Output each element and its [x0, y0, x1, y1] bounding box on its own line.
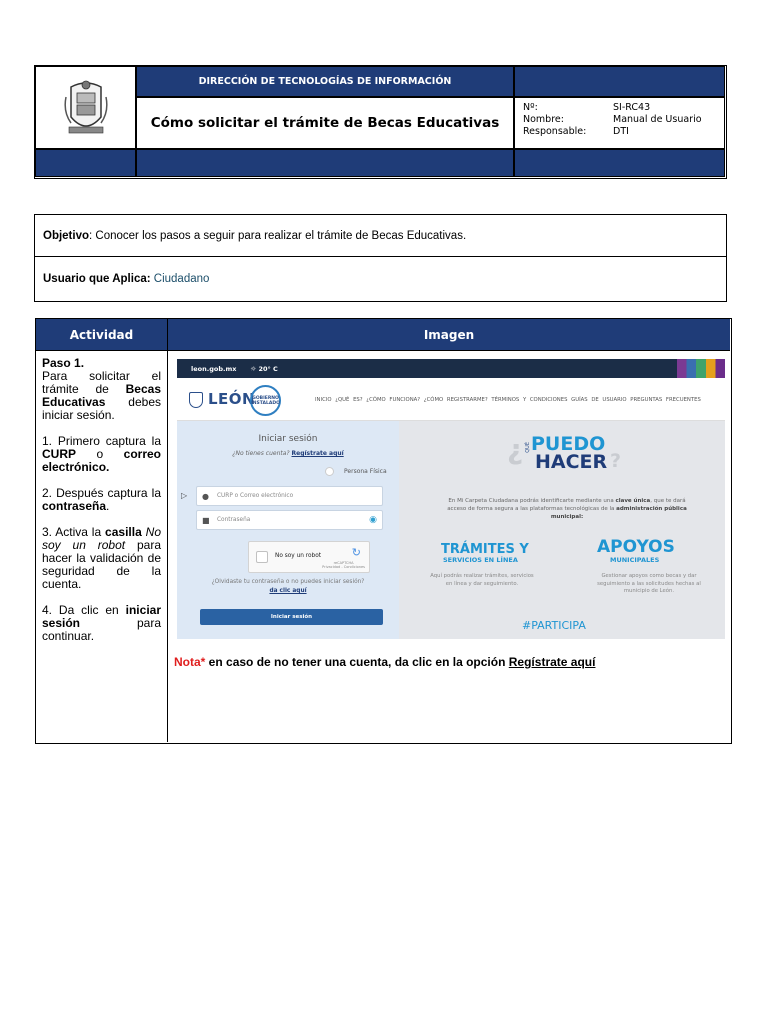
document-header: [34, 65, 727, 179]
lock-icon: ■: [202, 516, 210, 525]
department-name: DIRECCIÓN DE TECNOLOGÍAS DE INFORMACIÓN: [136, 66, 514, 97]
register-link: Regístrate aquí: [291, 450, 344, 457]
curp-email-field: ● CURP o Correo electrónico: [196, 486, 383, 506]
header-footer-band: [136, 149, 514, 177]
servicios-subheading: SERVICIOS EN LÍNEA: [443, 556, 518, 564]
login-panel: [177, 421, 399, 639]
step-intro: Paso 1. Para solicitar el trámite de Becas Educativas debes iniciar sesión.: [42, 356, 161, 422]
eye-icon: ◉: [369, 515, 377, 525]
site-navbar: [177, 378, 725, 421]
header-footer-band: [35, 149, 136, 177]
site-brand: LEÓN: [208, 390, 256, 408]
login-button: Iniciar sesión: [200, 609, 383, 625]
apoyos-description: Gestionar apoyos como becas y dar seguimiento a las solicitudes hechas al municipio de León.: [597, 573, 701, 594]
user-icon: ●: [202, 492, 209, 501]
login-page-screenshot: [177, 359, 725, 639]
forgot-link: da clic aquí: [269, 588, 307, 594]
login-title: Iniciar sesión: [258, 434, 318, 444]
activity-column-header: Actividad: [36, 319, 168, 350]
info-panel: [399, 421, 725, 639]
gobierno-badge: GOBIERNO INSTALADO: [250, 385, 281, 416]
step-1: 1. Primero captura la CURP o correo electrónico.: [42, 434, 161, 474]
meta-responsible: Responsable: DTI: [523, 126, 629, 137]
header-band: [514, 66, 725, 97]
recaptcha-checkbox: [256, 551, 268, 563]
pointer-cursor-icon: ▷: [181, 491, 188, 500]
note-link: Regístrate aquí: [508, 655, 596, 669]
coat-of-arms-logo: [35, 66, 136, 149]
user-row: Usuario que Aplica: Ciudadano: [43, 272, 210, 285]
tramites-heading: TRÁMITES Y: [441, 542, 529, 557]
recaptcha-terms: reCAPTCHA Privacidad - Condiciones: [322, 561, 365, 569]
brand-stripe: [677, 359, 725, 378]
site-topbar: [177, 359, 725, 378]
apoyos-heading: APOYOS: [597, 537, 675, 557]
recaptcha-label: No soy un robot: [275, 553, 322, 559]
person-type-label: Persona Física: [344, 468, 387, 475]
question-mark-close: ?: [610, 450, 622, 472]
info-intro: En Mi Carpeta Ciudadana podrás identificarte mediante una clave única, que te dará acceso de forma segura a las plataformas tecnológicas de la administración pública municipal:: [447, 498, 687, 520]
step-3: 3. Activa la casilla No soy un robot para hacer la validación de seguridad de la cuenta.: [42, 525, 161, 591]
password-field: ■ Contraseña ◉: [196, 510, 383, 530]
step-instructions: [36, 350, 168, 742]
image-cell: [168, 350, 730, 742]
forgot-password: ¿Olvidaste tu contraseña o no puedes iniciar sesión? da clic aquí: [211, 579, 365, 594]
activity-table: [35, 318, 732, 744]
objective-table: [34, 214, 727, 302]
site-nav-links: INICIO ¿QUÉ ES? ¿CÓMO FUNCIONA? ¿CÓMO REGISTRARME? TÉRMINOS Y CONDICIONES GUÍAS DE USUARIO PREGUNTAS FRECUENTES: [315, 397, 701, 403]
image-column-header: Imagen: [168, 319, 730, 350]
meta-name: Nombre: Manual de Usuario: [523, 114, 702, 125]
step-4: 4. Da clic en iniciar sesión para continuar.: [42, 603, 161, 643]
municipales-subheading: MUNICIPALES: [610, 556, 660, 564]
que-label: QUÉ: [525, 442, 531, 453]
user-value: Ciudadano: [153, 272, 210, 285]
register-note: Nota* en caso de no tener una cuenta, da clic en la opción Regístrate aquí: [174, 655, 596, 669]
meta-number: Nº: SI-RC43: [523, 102, 651, 113]
shield-icon: [189, 392, 203, 408]
note-label: Nota*: [174, 655, 206, 669]
hacer-heading: HACER: [535, 451, 608, 473]
coat-of-arms-icon: [63, 77, 109, 139]
step-2: 2. Después captura la contraseña.: [42, 486, 161, 513]
tramites-description: Aquí podrás realizar trámites, servicios en línea y dar seguimiento.: [430, 573, 534, 587]
site-domain: leon.gob.mx: [191, 364, 237, 373]
document-title: Cómo solicitar el trámite de Becas Educativas: [136, 97, 514, 149]
register-prompt: ¿No tienes cuenta? Regístrate aquí: [232, 450, 344, 457]
weather-icon: ☼: [250, 364, 257, 373]
person-type-radio: [325, 467, 334, 476]
recaptcha-icon: ↻: [351, 546, 361, 559]
puedo-heading: PUEDO: [531, 433, 606, 455]
participa-hashtag: #PARTICIPA: [522, 619, 586, 632]
document-meta: [514, 97, 725, 149]
header-footer-band: [514, 149, 725, 177]
objective-row: Objetivo: Conocer los pasos a seguir para realizar el trámite de Becas Educativas.: [35, 215, 726, 257]
question-mark-open: ¿: [507, 433, 524, 466]
weather: ☼ 20° C: [250, 364, 278, 373]
recaptcha-widget: [248, 541, 370, 573]
